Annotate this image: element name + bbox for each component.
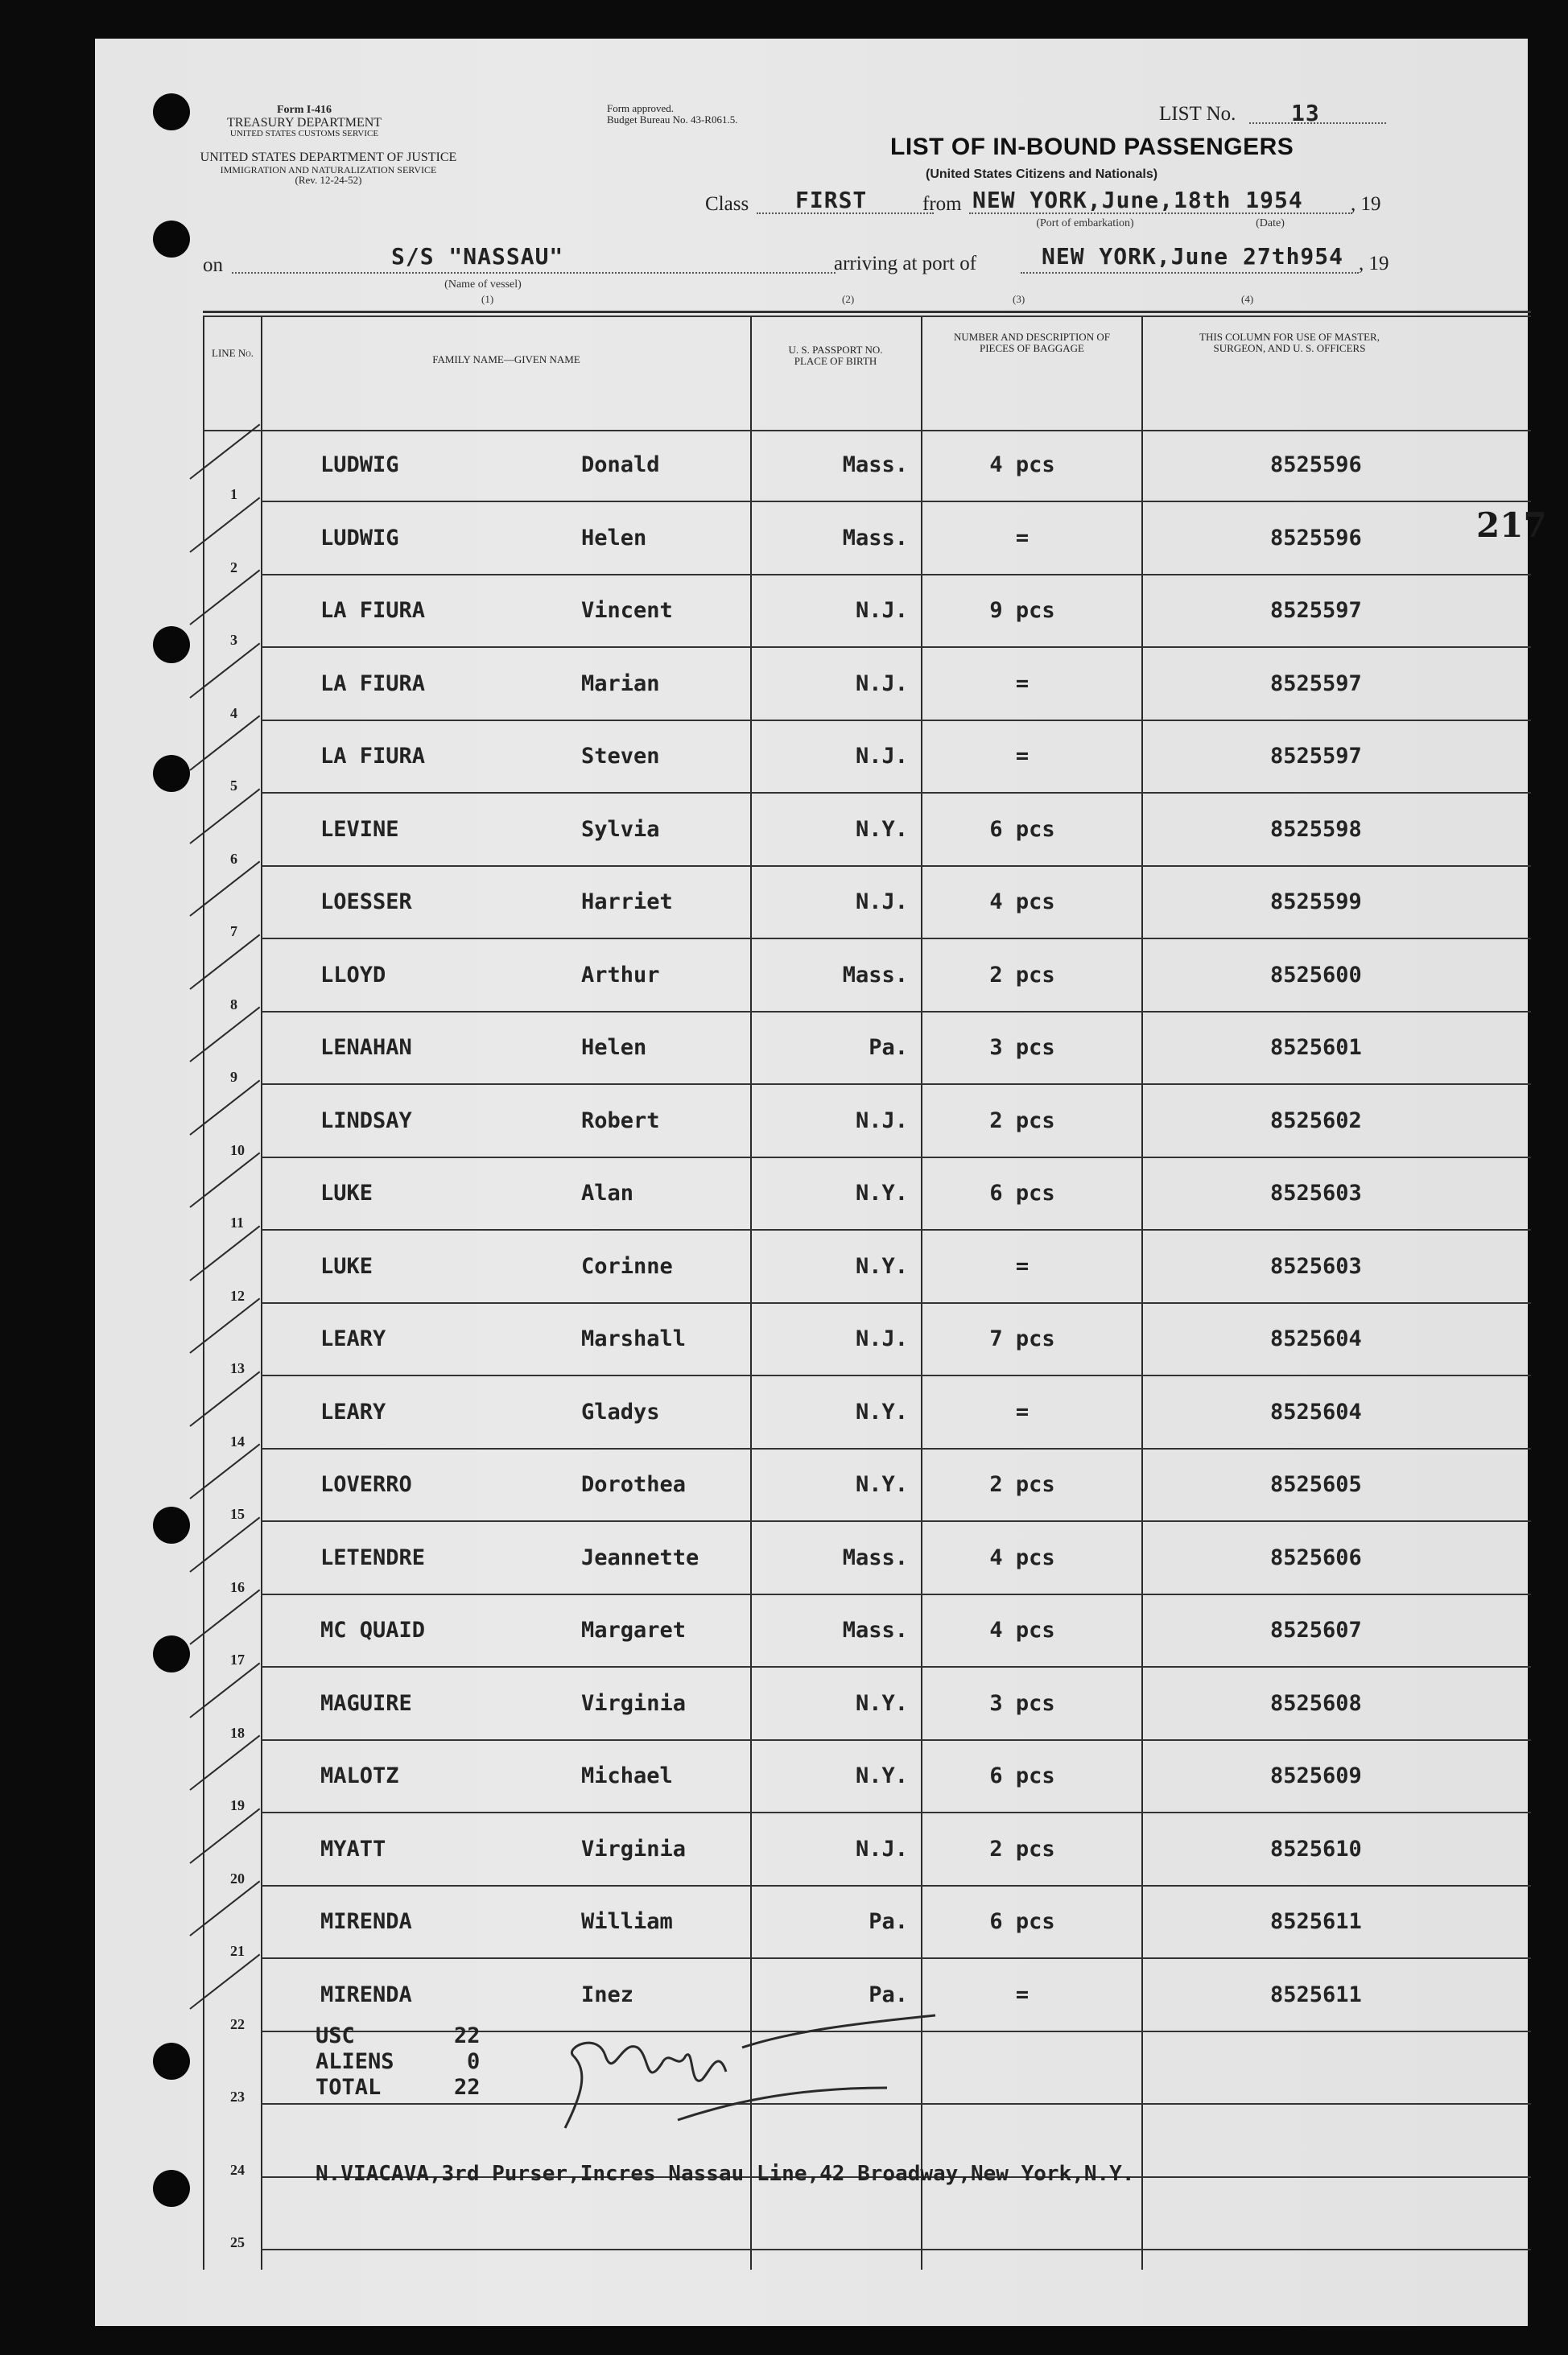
line-number: 25 — [230, 2234, 245, 2250]
place-of-birth: N.J. — [855, 1107, 908, 1133]
given-name: Inez — [581, 1982, 634, 2007]
given-name: Virginia — [581, 1690, 687, 1716]
line-number: 15 — [230, 1506, 245, 1522]
check-mark — [189, 934, 260, 989]
place-of-birth: Pa. — [869, 1035, 908, 1060]
family-name: LETENDRE — [320, 1545, 426, 1570]
officer-number: 8525596 — [1270, 452, 1362, 477]
punch-hole — [153, 221, 190, 258]
line-number: 1 — [230, 486, 237, 502]
line-number: 13 — [230, 1360, 245, 1376]
table-row — [203, 1304, 1531, 1376]
given-name: Jeannette — [581, 1545, 699, 1570]
place-of-birth: N.J. — [855, 744, 908, 769]
table-row — [203, 575, 1531, 648]
family-name: LUDWIG — [320, 452, 399, 477]
line-number: 22 — [230, 2015, 245, 2032]
table-row — [203, 1013, 1531, 1085]
officer-number: 8525608 — [1270, 1690, 1362, 1716]
line-number: 8 — [230, 996, 237, 1013]
given-name: Margaret — [581, 1618, 687, 1643]
given-name: Marian — [581, 670, 660, 696]
line-number: 6 — [230, 850, 237, 867]
check-mark — [189, 497, 260, 552]
check-mark — [189, 1371, 260, 1426]
officer-number: 8525602 — [1270, 1107, 1362, 1133]
baggage: 2 pcs — [989, 1472, 1055, 1497]
punch-hole — [153, 1635, 190, 1672]
baggage: = — [1015, 1982, 1030, 2007]
officer-number: 8525609 — [1270, 1763, 1362, 1788]
table-row — [203, 1814, 1531, 1887]
revision-date: (Rev. 12-24-52) — [295, 174, 362, 187]
row-rule — [261, 2249, 1531, 2250]
given-name: Arthur — [581, 962, 660, 988]
check-mark — [189, 1662, 260, 1718]
place-of-birth: N.J. — [855, 670, 908, 696]
line-number: 9 — [230, 1069, 237, 1085]
column-number: (3) — [1013, 293, 1025, 305]
family-name: LUDWIG — [320, 525, 399, 551]
aliens-label: ALIENS — [316, 2049, 394, 2074]
place-of-birth: N.Y. — [855, 1399, 908, 1425]
line-number: 11 — [230, 1215, 245, 1231]
officer-number: 8525603 — [1270, 1253, 1362, 1279]
family-name: MC QUAID — [320, 1618, 426, 1643]
check-mark — [189, 1734, 260, 1790]
table-row — [203, 1231, 1531, 1304]
given-name: Virginia — [581, 1836, 687, 1862]
form-subtitle: (United States Citizens and Nationals) — [926, 167, 1158, 181]
place-of-birth: Mass. — [842, 1545, 908, 1570]
officer-number: 8525600 — [1270, 962, 1362, 988]
check-mark — [189, 1880, 260, 1936]
baggage: 6 pcs — [989, 1181, 1055, 1206]
given-name: Corinne — [581, 1253, 673, 1279]
baggage: 4 pcs — [989, 889, 1055, 914]
place-of-birth: N.Y. — [855, 1690, 908, 1716]
table-row — [203, 721, 1531, 794]
family-name: LOVERRO — [320, 1472, 412, 1497]
place-of-birth: N.J. — [855, 598, 908, 623]
table-row — [203, 1741, 1531, 1813]
check-mark — [189, 1953, 260, 2009]
place-of-birth: Mass. — [842, 452, 908, 477]
col-header-line: LINE No. — [212, 347, 254, 359]
place-of-birth: N.J. — [855, 1836, 908, 1862]
officer-number: 8525604 — [1270, 1326, 1362, 1351]
place-of-birth: Mass. — [842, 1618, 908, 1643]
given-name: Steven — [581, 744, 660, 769]
officer-number: 8525610 — [1270, 1836, 1362, 1862]
on-label: on — [203, 254, 223, 276]
baggage: 6 pcs — [989, 816, 1055, 842]
check-mark — [189, 715, 260, 770]
table-row — [203, 2178, 1531, 2250]
check-mark — [189, 1297, 260, 1353]
year-suffix: , 19 — [1351, 193, 1381, 215]
family-name: MALOTZ — [320, 1763, 399, 1788]
given-name: Robert — [581, 1107, 660, 1133]
table-row — [203, 1595, 1531, 1668]
family-name: LA FIURA — [320, 744, 426, 769]
given-name: Sylvia — [581, 816, 660, 842]
aliens-value: 0 — [467, 2049, 481, 2074]
table-row — [203, 794, 1531, 867]
line-number: 24 — [230, 2161, 245, 2178]
check-mark — [189, 1589, 260, 1644]
usc-label: USC — [316, 2023, 355, 2048]
given-name: Dorothea — [581, 1472, 687, 1497]
place-of-birth: Mass. — [842, 962, 908, 988]
officer-number: 8525605 — [1270, 1472, 1362, 1497]
officer-number: 8525597 — [1270, 744, 1362, 769]
check-mark — [189, 642, 260, 698]
vessel-name: S/S "NASSAU" — [391, 243, 564, 270]
given-name: William — [581, 1909, 673, 1934]
line-number: 5 — [230, 777, 237, 794]
punch-hole — [153, 755, 190, 792]
check-mark — [189, 1443, 260, 1499]
year-suffix: , 19 — [1359, 253, 1389, 274]
check-mark — [189, 860, 260, 916]
doj-label: UNITED STATES DEPARTMENT OF JUSTICE — [200, 151, 457, 164]
baggage: 3 pcs — [989, 1035, 1055, 1060]
table-row — [203, 867, 1531, 939]
baggage: 3 pcs — [989, 1690, 1055, 1716]
budget-number: Budget Bureau No. 43-R061.5. — [607, 113, 738, 126]
punch-hole — [153, 1507, 190, 1544]
family-name: LEVINE — [320, 816, 399, 842]
vessel-line — [232, 272, 836, 274]
given-name: Michael — [581, 1763, 673, 1788]
usc-value: 22 — [454, 2023, 481, 2048]
table-row — [203, 1668, 1531, 1741]
class-value: FIRST — [795, 187, 868, 213]
check-mark — [189, 423, 260, 479]
family-name: LOESSER — [320, 889, 412, 914]
punch-hole — [153, 2170, 190, 2207]
from-label: from — [922, 193, 962, 215]
baggage: 2 pcs — [989, 962, 1055, 988]
family-name: LUKE — [320, 1253, 373, 1279]
form-header-left — [200, 105, 409, 139]
table-row — [203, 649, 1531, 721]
col-header-officers: THIS COLUMN FOR USE OF MASTER, SURGEON, AND U. S. OFFICERS — [1199, 331, 1380, 355]
officer-number: 8525601 — [1270, 1035, 1362, 1060]
officer-number: 8525598 — [1270, 816, 1362, 842]
baggage: 9 pcs — [989, 598, 1055, 623]
baggage: 4 pcs — [989, 452, 1055, 477]
line-number: 7 — [230, 923, 237, 939]
line-number: 17 — [230, 1652, 245, 1668]
family-name: LLOYD — [320, 962, 386, 988]
table-row — [203, 1158, 1531, 1231]
purser-line: N.VIACAVA,3rd Purser,Incres Nassau Line,42 Broadway,New York,N.Y. — [316, 2162, 1135, 2186]
baggage: = — [1015, 1253, 1030, 1279]
baggage: 2 pcs — [989, 1836, 1055, 1862]
place-of-birth: N.Y. — [855, 1181, 908, 1206]
col-header-passport: U. S. PASSPORT NO. PLACE OF BIRTH — [788, 344, 883, 368]
arriving-label: arriving at port of — [834, 253, 977, 274]
table-row — [203, 430, 1531, 502]
line-number: 3 — [230, 632, 237, 648]
place-of-birth: Pa. — [869, 1982, 908, 2007]
given-name: Vincent — [581, 598, 673, 623]
given-name: Harriet — [581, 889, 673, 914]
baggage: 6 pcs — [989, 1763, 1055, 1788]
family-name: LENAHAN — [320, 1035, 412, 1060]
baggage: 4 pcs — [989, 1618, 1055, 1643]
port-caption: (Port of embarkation) — [1036, 217, 1134, 229]
place-of-birth: N.Y. — [855, 1472, 908, 1497]
form-header-doj — [200, 151, 457, 186]
total-label: TOTAL — [316, 2075, 382, 2100]
place-of-birth: N.J. — [855, 889, 908, 914]
baggage: = — [1015, 525, 1030, 551]
table-row — [203, 1887, 1531, 1959]
punch-hole — [153, 626, 190, 663]
family-name: MIRENDA — [320, 1909, 412, 1934]
class-label: Class — [705, 193, 749, 215]
line-number: 4 — [230, 704, 237, 721]
check-mark — [189, 1079, 260, 1135]
form-number: Form I-416 — [276, 104, 332, 116]
family-name: LA FIURA — [320, 598, 426, 623]
check-mark — [189, 1225, 260, 1281]
total-value: 22 — [454, 2075, 481, 2100]
table-row — [203, 503, 1531, 575]
officer-number: 8525596 — [1270, 525, 1362, 551]
margin-note: 217 — [1476, 505, 1547, 545]
family-name: MAGUIRE — [320, 1690, 412, 1716]
officer-number: 8525604 — [1270, 1399, 1362, 1425]
check-mark — [189, 1516, 260, 1572]
baggage: = — [1015, 744, 1030, 769]
place-of-birth: Mass. — [842, 525, 908, 551]
column-number: (4) — [1241, 293, 1254, 305]
baggage: 7 pcs — [989, 1326, 1055, 1351]
line-number: 19 — [230, 1797, 245, 1813]
table-row — [203, 1450, 1531, 1522]
check-mark — [189, 1808, 260, 1863]
line-number: 18 — [230, 1724, 245, 1741]
passenger-table — [203, 317, 1531, 2270]
ins-label: IMMIGRATION AND NATURALIZATION SERVICE — [220, 163, 437, 175]
check-mark — [189, 1152, 260, 1207]
form-title: LIST OF IN-BOUND PASSENGERS — [890, 134, 1294, 160]
family-name: LINDSAY — [320, 1107, 412, 1133]
punch-hole — [153, 93, 190, 130]
line-number: 21 — [230, 1943, 245, 1959]
manifest-sheet — [95, 39, 1547, 2326]
officer-number: 8525599 — [1270, 889, 1362, 914]
given-name: Gladys — [581, 1399, 660, 1425]
department: TREASURY DEPARTMENT — [226, 115, 382, 130]
check-mark — [189, 1006, 260, 1062]
line-number: 16 — [230, 1578, 245, 1595]
header-rule — [203, 311, 1531, 313]
given-name: Helen — [581, 1035, 647, 1060]
given-name: Helen — [581, 525, 647, 551]
place-of-birth: N.Y. — [855, 816, 908, 842]
place-of-birth: N.Y. — [855, 1253, 908, 1279]
place-of-birth: N.Y. — [855, 1763, 908, 1788]
line-number: 14 — [230, 1433, 245, 1450]
baggage: 4 pcs — [989, 1545, 1055, 1570]
baggage: 6 pcs — [989, 1909, 1055, 1934]
line-number: 12 — [230, 1287, 245, 1304]
purser-signature — [549, 1999, 1000, 2144]
officer-number: 8525607 — [1270, 1618, 1362, 1643]
officer-number: 8525606 — [1270, 1545, 1362, 1570]
arriving-line — [1021, 272, 1359, 274]
table-row — [203, 1523, 1531, 1595]
approval-label: Form approved. — [607, 102, 675, 114]
customs-service: UNITED STATES CUSTOMS SERVICE — [229, 129, 379, 139]
form-approval — [607, 103, 800, 125]
baggage: = — [1015, 670, 1030, 696]
vessel-caption: (Name of vessel) — [444, 278, 522, 291]
given-name: Donald — [581, 452, 660, 477]
port-of-arrival: NEW YORK,June 27th954 — [1042, 243, 1344, 270]
table-row — [203, 1377, 1531, 1450]
col-header-name: FAMILY NAME—GIVEN NAME — [432, 353, 580, 365]
officer-number: 8525611 — [1270, 1982, 1362, 2007]
place-of-birth: N.J. — [855, 1326, 908, 1351]
officer-number: 8525597 — [1270, 598, 1362, 623]
punch-hole — [153, 2043, 190, 2080]
col-header-baggage: NUMBER AND DESCRIPTION OF PIECES OF BAGGAGE — [954, 331, 1110, 355]
family-name: LUKE — [320, 1181, 373, 1206]
officer-number: 8525597 — [1270, 670, 1362, 696]
family-name: MYATT — [320, 1836, 386, 1862]
line-number: 20 — [230, 1870, 245, 1887]
family-name: MIRENDA — [320, 1982, 412, 2007]
column-number: (1) — [481, 293, 494, 305]
port-of-embarkation: NEW YORK,June,18th 1954 — [972, 187, 1303, 213]
given-name: Alan — [581, 1181, 634, 1206]
family-name: LEARY — [320, 1326, 386, 1351]
column-number: (2) — [842, 293, 855, 305]
officer-number: 8525603 — [1270, 1181, 1362, 1206]
date-caption: (Date) — [1256, 217, 1285, 229]
check-mark — [189, 569, 260, 625]
given-name: Marshall — [581, 1326, 687, 1351]
table-row — [203, 940, 1531, 1013]
check-mark — [189, 788, 260, 843]
line-number: 10 — [230, 1141, 245, 1158]
line-number: 23 — [230, 2089, 245, 2105]
family-name: LEARY — [320, 1399, 386, 1425]
list-no-label: LIST No. — [1159, 103, 1236, 125]
baggage: = — [1015, 1399, 1030, 1425]
table-row — [203, 1086, 1531, 1158]
family-name: LA FIURA — [320, 670, 426, 696]
officer-number: 8525611 — [1270, 1909, 1362, 1934]
place-of-birth: Pa. — [869, 1909, 908, 1934]
list-no-value: 13 — [1291, 100, 1320, 126]
line-number: 2 — [230, 559, 237, 575]
baggage: 2 pcs — [989, 1107, 1055, 1133]
